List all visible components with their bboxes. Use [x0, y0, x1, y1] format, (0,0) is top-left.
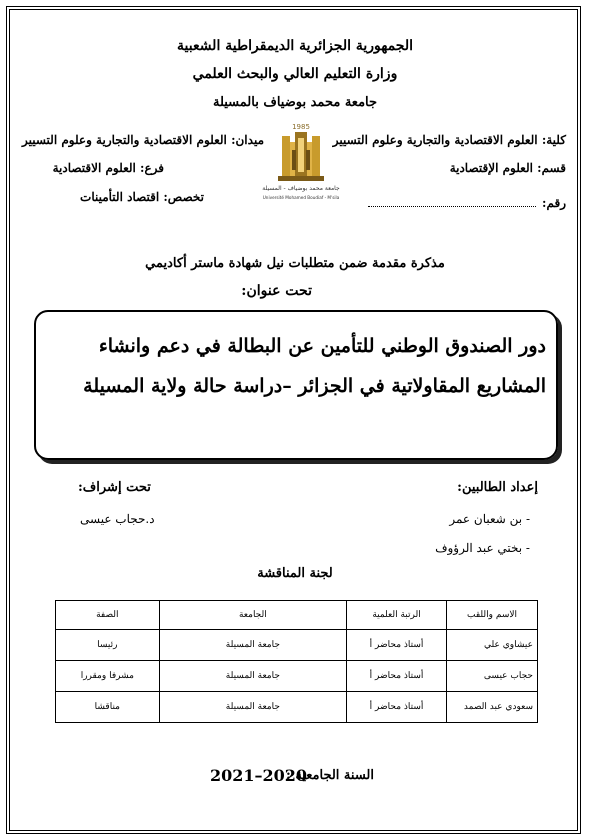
cell-role: مناقشا [56, 692, 160, 723]
under-title-label: تحت عنوان: [241, 283, 312, 299]
university-logo [262, 120, 340, 202]
committee-title: لجنة المناقشة [257, 566, 333, 581]
cell-name: حجاب عيسى [447, 661, 538, 692]
specialty-text: تخصص: اقتصاد التأمينات [80, 190, 204, 204]
cell-name: عيشاوي علي [447, 630, 538, 661]
cell-rank: أستاذ محاضر أ [347, 630, 447, 661]
col-header-role: الصفة [56, 601, 160, 630]
cell-rank: أستاذ محاضر أ [347, 692, 447, 723]
branch-text: فرع: العلوم الاقتصادية [52, 161, 164, 175]
table-row [56, 630, 538, 661]
thesis-title: دور الصندوق الوطني للتأمين عن البطالة في دعم وانشاء المشاريع المقاولاتية في الجزائر –دراسة حالة ولاية المسيلة [83, 335, 546, 397]
students-label: إعداد الطالبين: [457, 480, 538, 495]
republic-heading: الجمهورية الجزائرية الديمقراطية الشعبية [176, 38, 413, 54]
cell-university: جامعة المسيلة [159, 692, 346, 723]
faculty-text: كلية: العلوم الاقتصادية والتجارية وعلوم التسيير [332, 133, 566, 147]
table-row [56, 661, 538, 692]
university-heading: جامعة محمد بوضياف بالمسيلة [212, 95, 378, 110]
ministry-heading: وزارة التعليم العالي والبحث العلمي [192, 66, 398, 82]
student-item: - بن شعبان عمر [449, 512, 530, 526]
department-text: قسم: العلوم الإقتصادية [449, 161, 566, 175]
memo-subtitle: مذكرة مقدمة ضمن متطلبات نيل شهادة ماستر أكاديمي [145, 256, 445, 271]
field-text: ميدان: العلوم الاقتصادية والتجارية وعلوم التسيير [21, 133, 264, 147]
academic-year-value: 2021–2020 [210, 766, 308, 785]
col-header-rank: الرتبة العلمية [347, 601, 447, 630]
logo-year: 1985 [292, 123, 310, 131]
supervisor-name: د.حجاب عيسى [80, 512, 155, 526]
col-header-name: الاسم واللقب [447, 601, 538, 630]
supervisor-label: تحت إشراف: [78, 480, 151, 495]
col-header-university: الجامعة [159, 601, 346, 630]
committee-table [55, 600, 538, 723]
academic-year-label: السنة الجامعية : [286, 768, 374, 783]
cell-rank: أستاذ محاضر أ [347, 661, 447, 692]
number-label: رقم: [542, 196, 566, 210]
committee-header-row [56, 601, 538, 630]
student-item: - بختي عبد الرؤوف [435, 541, 530, 555]
number-dotted-line [368, 206, 536, 207]
cell-role: رئيسا [56, 630, 160, 661]
cell-university: جامعة المسيلة [159, 661, 346, 692]
table-row [56, 692, 538, 723]
cell-role: مشرفا ومقررا [56, 661, 160, 692]
logo-name-fr: Université Mohamed Boudiaf - M'sila [262, 195, 340, 200]
cell-name: سعودي عبد الصمد [447, 692, 538, 723]
cell-university: جامعة المسيلة [159, 630, 346, 661]
logo-name-ar: جامعة محمد بوضياف - المسيلة [262, 185, 340, 192]
